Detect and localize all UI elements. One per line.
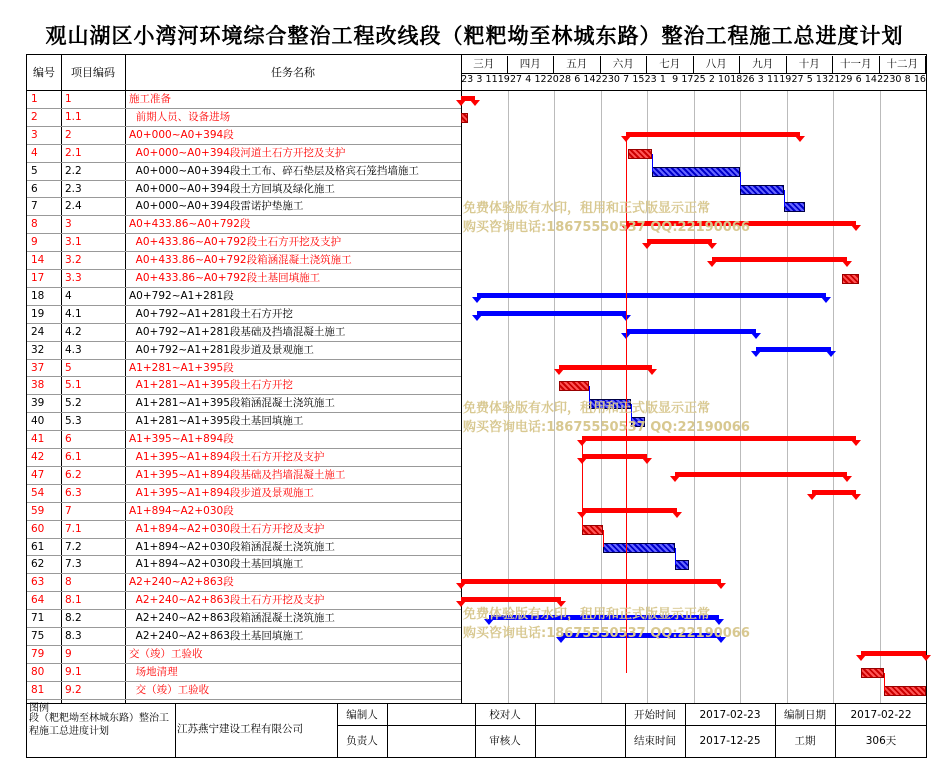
summary-bar[interactable] [461, 579, 721, 584]
summary-bar[interactable] [477, 293, 826, 298]
row-id: 24 [31, 325, 45, 338]
row-task-name[interactable]: A0+433.86~A0+792段 [129, 218, 251, 231]
summary-end-marker [707, 261, 717, 267]
day-label: 19 [497, 74, 510, 85]
row-code: 4 [65, 289, 72, 302]
row-id: 79 [31, 647, 45, 660]
row-code: 2.1 [65, 146, 82, 159]
day-label: 30 [889, 74, 902, 85]
summary-bar[interactable] [712, 257, 847, 262]
row-code: 6 [65, 433, 72, 446]
header-name: 任务名称 [271, 66, 315, 79]
compiler-label: 编制人 [346, 709, 378, 721]
row-code: 5.1 [65, 379, 82, 392]
summary-end-marker [672, 512, 682, 518]
row-task-name[interactable]: A0+000~A0+394段 [129, 128, 234, 141]
row-task-name[interactable]: 前期人员、设备进场 [129, 110, 231, 123]
row-id: 42 [31, 451, 45, 463]
row-code: 6.3 [65, 486, 82, 499]
row-id: 2 [31, 110, 38, 123]
day-label: 26 [742, 74, 755, 85]
row-code: 1.1 [65, 110, 82, 123]
summary-bar[interactable] [477, 311, 626, 316]
start-value: 2017-02-23 [699, 709, 761, 721]
month-label: 四月 [508, 56, 555, 73]
month-gridline [787, 91, 788, 703]
row-task-name[interactable]: A0+000~A0+394段土工布、碎石垫层及格宾石笼挡墙施工 [129, 164, 419, 177]
row-id: 7 [31, 200, 38, 213]
summary-end-marker [842, 476, 852, 482]
month-label: 七月 [647, 56, 694, 73]
trial-watermark: 免费体验版有水印，租用和正式版显示正常 [463, 201, 711, 216]
row-code: 7.3 [65, 558, 82, 571]
summary-end-marker [826, 351, 836, 357]
month-label: 十二月 [880, 56, 927, 73]
row-id: 62 [31, 558, 45, 571]
row-id: 61 [31, 540, 45, 553]
task-bar[interactable] [675, 560, 689, 570]
summary-end-marker [456, 100, 466, 106]
row-task-name[interactable]: A0+792~A1+281段步道及景观施工 [129, 343, 314, 356]
summary-bar[interactable] [626, 132, 800, 137]
task-bar[interactable] [784, 202, 805, 212]
row-code: 4.2 [65, 325, 82, 338]
row-code: 7.2 [65, 540, 82, 553]
day-label: 12 [534, 74, 547, 85]
row-task-name[interactable]: A1+894~A2+030段土基回填施工 [129, 558, 304, 571]
dependency-line [652, 154, 653, 172]
row-task-name[interactable]: A1+281~A1+395段箱涵混凝土浇筑施工 [129, 397, 335, 410]
row-task-name[interactable]: A2+240~A2+863段土石方开挖及支护 [129, 594, 325, 607]
row-task-name[interactable]: A1+281~A1+395段土石方开挖 [129, 379, 293, 392]
row-task-name[interactable]: A0+433.86~A0+792段箱涵混凝土浇筑施工 [129, 254, 352, 267]
row-code: 9.2 [65, 683, 82, 696]
owner-label: 负责人 [346, 735, 378, 747]
row-divider [27, 699, 461, 700]
row-id: 38 [31, 379, 45, 392]
trial-watermark: 购买咨询电话:18675550537 QQ:22190066 [463, 626, 750, 641]
summary-end-marker [856, 655, 866, 661]
summary-bar[interactable] [559, 365, 652, 370]
row-id: 4 [31, 146, 38, 159]
row-id: 18 [31, 289, 45, 302]
trial-watermark: 免费体验版有水印，租用和正式版显示正常 [463, 401, 711, 416]
row-code: 1 [65, 93, 72, 105]
dependency-line [603, 530, 604, 548]
row-id: 8 [31, 218, 38, 231]
row-code: 3.3 [65, 272, 82, 284]
row-task-name[interactable]: A1+894~A2+030段箱涵混凝土浇筑施工 [129, 540, 335, 553]
dependency-line [582, 440, 583, 530]
day-label: 28 [558, 74, 572, 85]
row-task-name[interactable]: A2+240~A2+863段土基回填施工 [129, 630, 304, 642]
day-label: 10 [718, 74, 731, 85]
company-name: 江苏燕宁建设工程有限公司 [177, 723, 303, 735]
end-label: 结束时间 [634, 735, 676, 747]
day-label: 21 [828, 74, 841, 85]
page-title: 观山湖区小湾河环境综合整治工程改线段（粑粑坳至林城东路）整治工程施工总进度计划 [45, 24, 904, 48]
duration-value: 306天 [865, 735, 897, 747]
summary-end-marker [642, 243, 652, 249]
row-id: 40 [31, 415, 45, 428]
summary-end-marker [821, 297, 831, 303]
day-label: 1 [659, 74, 666, 85]
month-label: 六月 [601, 56, 648, 73]
row-id: 5 [31, 164, 38, 177]
row-id: 14 [31, 254, 45, 267]
day-label: 15 [632, 74, 645, 85]
day-label: 3 [757, 74, 764, 85]
reviewer-label: 审核人 [489, 735, 521, 747]
summary-end-marker [751, 333, 761, 339]
day-label: 8 [904, 74, 911, 85]
month-label: 九月 [740, 56, 787, 73]
row-code: 8 [65, 576, 72, 589]
row-task-name[interactable]: 施工准备 [129, 93, 171, 105]
row-id: 47 [31, 468, 45, 481]
row-code: 5 [65, 361, 72, 374]
summary-end-marker [851, 494, 861, 500]
row-id: 80 [31, 665, 45, 678]
task-bar[interactable] [861, 668, 884, 678]
dependency-line [740, 172, 741, 190]
summary-end-marker [470, 100, 480, 106]
row-task-name[interactable]: A0+792~A1+281段土石方开挖 [129, 307, 293, 320]
summary-bar[interactable] [861, 651, 926, 656]
summary-end-marker [554, 369, 564, 375]
row-id: 60 [31, 522, 45, 535]
day-label: 13 [815, 74, 829, 85]
task-bar[interactable] [603, 543, 675, 553]
summary-end-marker [751, 351, 761, 357]
row-task-name[interactable]: A1+395~A1+894段步道及景观施工 [129, 486, 314, 499]
summary-end-marker [472, 315, 482, 321]
row-id: 3 [31, 128, 38, 141]
row-code: 2.3 [65, 182, 82, 195]
row-code: 9 [65, 647, 72, 660]
day-label: 18 [730, 74, 743, 85]
row-task-name[interactable]: A2+240~A2+863段 [129, 576, 234, 589]
row-id: 64 [31, 594, 45, 607]
row-id: 17 [31, 272, 45, 284]
row-task-name[interactable]: 交（竣）工验收 [129, 647, 203, 660]
row-code: 8.2 [65, 612, 82, 625]
row-id: 37 [31, 361, 45, 374]
task-bar[interactable] [628, 149, 651, 159]
row-id: 39 [31, 397, 45, 410]
header-code: 项目编码 [71, 66, 115, 79]
summary-end-marker [807, 494, 817, 500]
day-label: 6 [855, 74, 862, 85]
day-label: 29 [840, 74, 853, 85]
row-task-name[interactable]: A1+395~A1+894段基础及挡墙混凝土施工 [129, 468, 346, 481]
row-code: 7.1 [65, 522, 82, 535]
row-id: 19 [31, 307, 45, 320]
row-task-name[interactable]: 交（竣）工验收 [129, 683, 210, 696]
day-label: 23 [644, 74, 657, 85]
row-id: 81 [31, 683, 45, 696]
summary-end-marker [456, 583, 466, 589]
header-id: 编号 [33, 66, 55, 79]
summary-bar[interactable] [647, 239, 712, 244]
trial-watermark: 购买咨询电话:18675550537 QQ:22190066 [463, 420, 750, 435]
row-task-name[interactable]: A0+000~A0+394段雷诺护垫施工 [129, 200, 304, 213]
day-label: 17 [681, 74, 694, 85]
summary-end-marker [647, 369, 657, 375]
summary-end-marker [842, 261, 852, 267]
day-label: 27 [510, 74, 523, 85]
row-code: 4.3 [65, 343, 82, 356]
month-label: 三月 [461, 56, 508, 73]
dependency-line [675, 548, 676, 566]
compile-date-label: 编制日期 [784, 709, 826, 721]
month-label: 八月 [694, 56, 741, 73]
summary-end-marker [472, 297, 482, 303]
day-label: 11 [485, 74, 498, 85]
row-code: 6.1 [65, 451, 82, 463]
row-code: 3.2 [65, 254, 82, 267]
row-code: 8.1 [65, 594, 82, 607]
month-gridline [833, 91, 834, 703]
task-bar[interactable] [461, 113, 468, 123]
day-label: 23 [461, 74, 474, 85]
summary-bar[interactable] [582, 436, 856, 441]
summary-bar[interactable] [582, 454, 647, 459]
summary-end-marker [921, 655, 931, 661]
summary-end-marker [670, 476, 680, 482]
summary-bar[interactable] [675, 472, 847, 477]
task-bar[interactable] [582, 525, 603, 535]
row-code: 5.3 [65, 415, 82, 428]
row-task-name[interactable]: A0+792~A1+281段基础及挡墙混凝土施工 [129, 325, 346, 338]
duration-label: 工期 [794, 735, 816, 747]
row-code: 2 [65, 128, 72, 141]
row-code: 5.2 [65, 397, 82, 410]
legend-label: 图例 [29, 703, 49, 714]
row-id: 59 [31, 504, 45, 517]
row-task-name[interactable]: A0+000~A0+394段土方回填及绿化施工 [129, 182, 335, 195]
checker-label: 校对人 [489, 709, 521, 721]
row-task-name[interactable]: 场地清理 [129, 665, 178, 678]
dependency-line [784, 190, 785, 208]
month-label: 十一月 [833, 56, 880, 73]
day-label: 14 [864, 74, 877, 85]
summary-bar[interactable] [812, 490, 856, 495]
day-label: 11 [766, 74, 780, 85]
day-label: 6 [574, 74, 581, 85]
gantt-sheet [26, 54, 927, 758]
month-label: 十月 [787, 56, 834, 73]
row-task-name[interactable]: A1+395~A1+894段 [129, 433, 234, 446]
row-code: 2.4 [65, 200, 82, 213]
summary-end-marker [851, 225, 861, 231]
row-id: 32 [31, 343, 45, 356]
day-label: 19 [779, 74, 792, 85]
task-bar[interactable] [559, 381, 589, 391]
day-label: 3 [476, 74, 483, 85]
day-label: 22 [595, 74, 608, 85]
row-id: 6 [31, 182, 38, 195]
row-id: 63 [31, 576, 45, 589]
summary-end-marker [795, 136, 805, 142]
day-label: 20 [546, 74, 559, 85]
day-label: 30 [607, 74, 620, 85]
day-label: 27 [791, 74, 804, 85]
summary-end-marker [642, 458, 652, 464]
task-bar[interactable] [652, 167, 740, 177]
row-code: 4.1 [65, 307, 82, 320]
day-label: 5 [806, 74, 813, 85]
dependency-line [884, 673, 885, 691]
row-code: 3 [65, 218, 72, 231]
row-task-name[interactable]: A0+433.86~A0+792段土石方开挖及支护 [129, 236, 342, 249]
day-label: 14 [583, 74, 596, 85]
row-task-name[interactable]: A1+281~A1+395段土基回填施工 [129, 415, 304, 428]
row-task-name[interactable]: A2+240~A2+863段箱涵混凝土浇筑施工 [129, 612, 335, 625]
day-label: 2 [708, 74, 715, 85]
task-bar[interactable] [842, 274, 858, 284]
summary-end-marker [707, 243, 717, 249]
row-id: 54 [31, 486, 45, 499]
row-id: 71 [31, 612, 45, 625]
month-label: 五月 [554, 56, 601, 73]
row-code: 2.2 [65, 164, 82, 177]
trial-watermark: 免费体验版有水印，租用和正式版显示正常 [463, 607, 711, 622]
row-code: 6.2 [65, 468, 82, 481]
month-gridline [880, 91, 881, 703]
summary-bar[interactable] [756, 347, 830, 352]
row-code: 8.3 [65, 630, 82, 642]
row-code: 3.1 [65, 236, 82, 249]
row-task-name[interactable]: A1+894~A2+030段 [129, 504, 234, 517]
row-id: 75 [31, 630, 45, 642]
task-bar[interactable] [884, 686, 926, 696]
compile-date-value: 2017-02-22 [850, 709, 912, 721]
row-code: 9.1 [65, 665, 82, 678]
day-label: 16 [913, 74, 926, 85]
day-label: 22 [877, 74, 890, 85]
start-label: 开始时间 [634, 709, 676, 721]
summary-end-marker [851, 440, 861, 446]
row-task-name[interactable]: A0+000~A0+394段河道土石方开挖及支护 [129, 146, 346, 159]
row-task-name[interactable]: A0+433.86~A0+792段土基回填施工 [129, 272, 321, 284]
row-task-name[interactable]: A1+281~A1+395段 [129, 361, 234, 374]
row-id: 1 [31, 93, 38, 105]
row-task-name[interactable]: A0+792~A1+281段 [129, 289, 234, 302]
row-code: 7 [65, 504, 72, 517]
row-task-name[interactable]: A1+395~A1+894段土石方开挖及支护 [129, 451, 325, 463]
summary-bar[interactable] [461, 597, 561, 602]
summary-bar[interactable] [582, 508, 677, 513]
day-label: 9 [672, 74, 679, 85]
task-bar[interactable] [740, 185, 784, 195]
row-task-name[interactable]: A1+894~A2+030段土石方开挖及支护 [129, 522, 325, 535]
summary-bar[interactable] [626, 329, 756, 334]
day-label: 7 [623, 74, 630, 85]
row-id: 9 [31, 236, 38, 249]
day-label: 25 [693, 74, 706, 85]
trial-watermark: 购买咨询电话:18675550537 QQ:22190066 [463, 220, 750, 235]
day-label: 4 [525, 74, 532, 85]
doc-name: 段（粑粑坳至林城东路）整治工程施工总进度计划 [29, 713, 169, 737]
summary-end-marker [716, 583, 726, 589]
row-id: 41 [31, 433, 45, 446]
end-value: 2017-12-25 [699, 735, 761, 747]
